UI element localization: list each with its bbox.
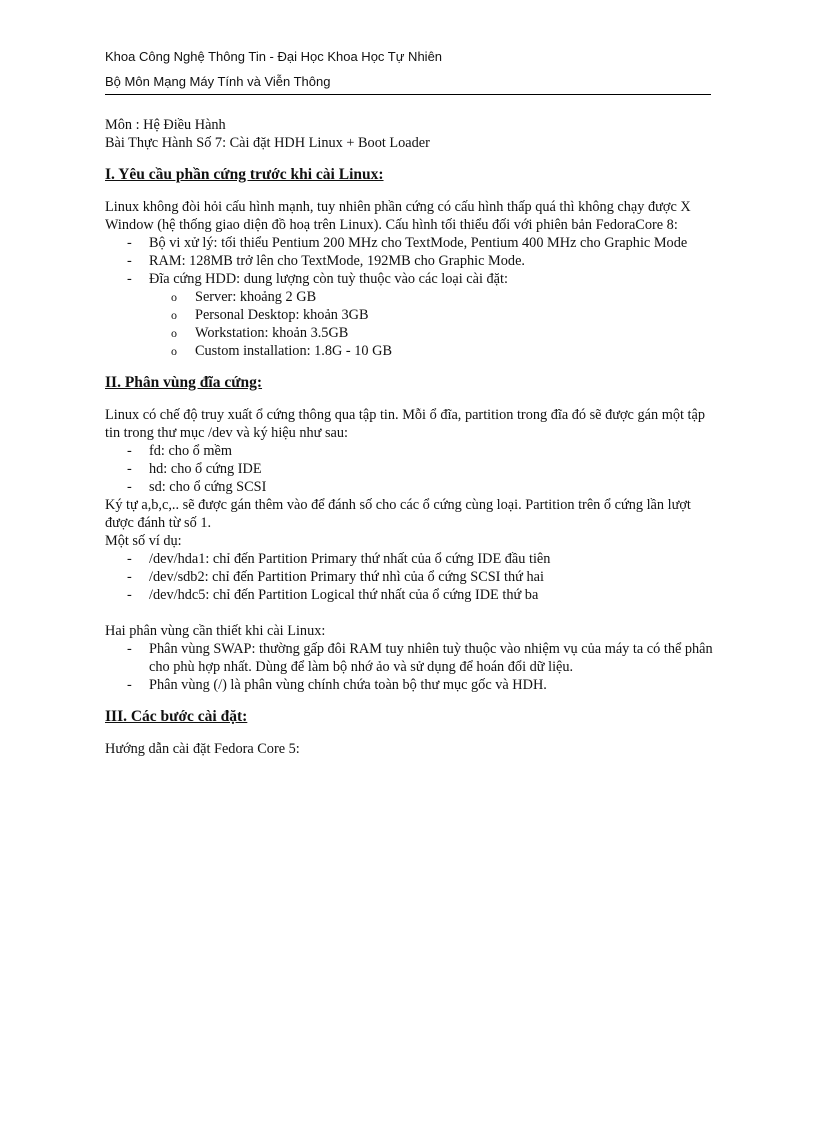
list-item: - RAM: 128MB trở lên cho TextMode, 192MB cho Graphic Mode. (127, 253, 525, 269)
dash-bullet: - (127, 569, 132, 585)
dash-bullet: - (127, 443, 132, 459)
section-3-paragraph: Hướng dẫn cài đặt Fedora Core 5: (105, 741, 300, 757)
subject-line: Môn : Hệ Điều Hành (105, 117, 226, 133)
list-item: o Server: khoảng 2 GB (171, 289, 317, 305)
examples-label: Một số ví dụ: (105, 533, 182, 549)
dash-bullet: - (127, 461, 132, 477)
list-item: - hd: cho ổ cứng IDE (127, 461, 262, 477)
document-body (105, 116, 717, 758)
list-item: - Bộ vi xử lý: tối thiểu Pentium 200 MHz cho TextMode, Pentium 400 MHz cho Graphic Mode (127, 235, 688, 251)
list-item: - /dev/sdb2: chỉ đến Partition Primary thứ nhì của ổ cứng SCSI thứ hai (127, 569, 544, 585)
header-department: Bộ Môn Mạng Máy Tính và Viễn Thông (105, 70, 711, 95)
install-size-list (105, 288, 717, 360)
dash-bullet: - (127, 677, 132, 693)
circle-bullet: o (171, 290, 177, 304)
dash-bullet: - (127, 587, 132, 603)
list-item: - Phân vùng SWAP: thường gấp đôi RAM tuy nhiên tuỳ thuộc vào nhiệm vụ của máy ta có thể phân cho phù hợp nhất. Dùng để làm bộ nhớ ảo và sử dụng để hoán đổi dữ liệu. (127, 641, 713, 675)
dash-bullet: - (127, 253, 132, 269)
header-faculty: Khoa Công Nghệ Thông Tin - Đại Học Khoa Học Tự Nhiên (105, 49, 443, 64)
dash-bullet: - (127, 551, 132, 567)
device-prefix-list (105, 442, 717, 496)
list-item: - sd: cho ổ cứng SCSI (127, 479, 267, 495)
section-2-paragraph: Linux có chế độ truy xuất ổ cứng thông qua tập tin. Mỗi ổ đĩa, partition trong đĩa đó sẽ được gán một tập tin trong thư mục /dev và ký hiệu như sau: (105, 407, 705, 441)
list-item: - Đĩa cứng HDD: dung lượng còn tuỳ thuộc vào các loại cài đặt: (127, 271, 508, 287)
dash-bullet: - (127, 479, 132, 495)
list-item: - Phân vùng (/) là phân vùng chính chứa toàn bộ thư mục gốc và HDH. (127, 677, 547, 693)
required-partitions-list (105, 640, 717, 694)
list-item: - /dev/hdc5: chỉ đến Partition Logical thứ nhất của ổ cứng IDE thứ ba (127, 587, 539, 603)
lab-title: Bài Thực Hành Số 7: Cài đặt HDH Linux + Boot Loader (105, 135, 430, 151)
list-item: - /dev/hda1: chỉ đến Partition Primary thứ nhất của ổ cứng IDE đầu tiên (127, 551, 551, 567)
section-1-title: I. Yêu cầu phần cứng trước khi cài Linux: (105, 166, 384, 183)
list-item: o Custom installation: 1.8G - 10 GB (171, 343, 392, 359)
dash-bullet: - (127, 235, 132, 251)
partitions-label: Hai phân vùng cần thiết khi cài Linux: (105, 623, 326, 639)
dash-bullet: - (127, 271, 132, 287)
hardware-requirements-list (105, 234, 717, 288)
section-2-paragraph-2: Ký tự a,b,c,.. sẽ được gán thêm vào để đánh số cho các ổ cứng cùng loại. Partition trên ổ cứng lần lượt được đánh từ số 1. (105, 497, 691, 531)
section-2-title: II. Phân vùng đĩa cứng: (105, 374, 263, 391)
list-item: o Personal Desktop: khoản 3GB (171, 307, 369, 323)
circle-bullet: o (171, 344, 177, 358)
page-header (105, 44, 711, 95)
circle-bullet: o (171, 308, 177, 322)
list-item: o Workstation: khoản 3.5GB (171, 325, 349, 341)
section-3-title: III. Các bước cài đặt: (105, 708, 248, 725)
section-1-paragraph: Linux không đòi hỏi cấu hình mạnh, tuy nhiên phần cứng có cấu hình thấp quá thì không chạy được X Window (hệ thống giao diện đồ hoạ trên Linux). Cấu hình tối thiểu đối với phiên bản FedoraCore 8: (105, 199, 691, 233)
circle-bullet: o (171, 326, 177, 340)
dash-bullet: - (127, 641, 132, 657)
list-item: - fd: cho ổ mềm (127, 443, 232, 459)
examples-list (105, 550, 717, 604)
